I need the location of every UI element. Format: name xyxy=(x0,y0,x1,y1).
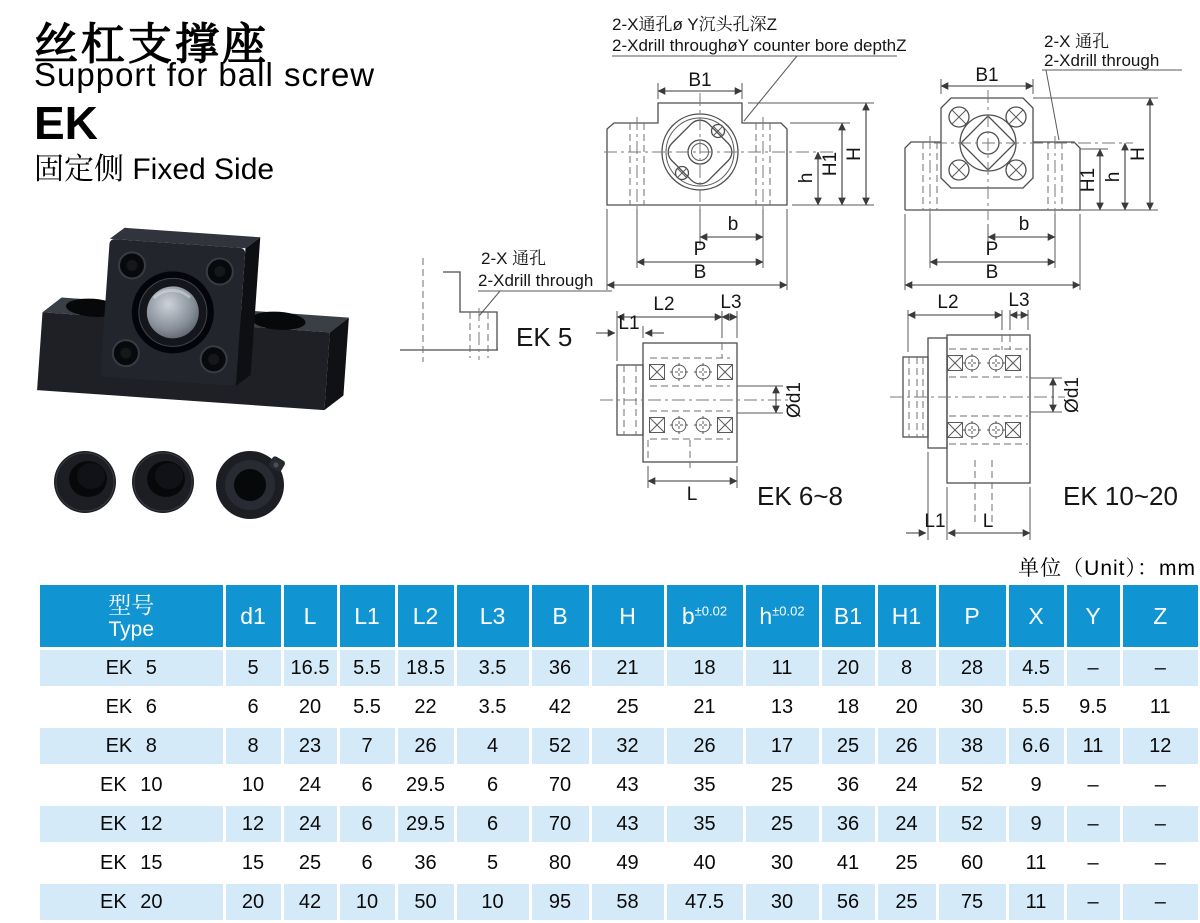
dim-label-h-front-right: h xyxy=(1103,171,1124,183)
col-header-b: $b^{\pm 0.02}$ xyxy=(665,585,744,649)
cell-value: 29.5 xyxy=(396,766,455,805)
side-view-ek5 xyxy=(400,249,612,362)
cell-value: – xyxy=(1121,766,1198,805)
cell-value: 30 xyxy=(744,883,820,922)
side-view-ek6-8 xyxy=(596,292,843,511)
col-header-l: L xyxy=(282,585,338,649)
col-header-p: P xyxy=(937,585,1007,649)
view-label-ek5: EK 5 xyxy=(516,322,573,352)
cell-value: 6 xyxy=(338,805,396,844)
cell-value: 11 xyxy=(1121,688,1198,727)
cell-value: 26 xyxy=(665,727,744,766)
cell-value: 3.5 xyxy=(455,688,530,727)
cell-type: EK 20 xyxy=(40,883,224,922)
cell-value: 35 xyxy=(665,766,744,805)
col-header-type: 型号 Type xyxy=(40,585,224,649)
cell-value: 42 xyxy=(282,883,338,922)
annotation-ek5-en: 2-Xdrill through xyxy=(478,271,594,290)
leader-through xyxy=(1042,70,1182,140)
cell-value: 95 xyxy=(530,883,590,922)
cell-value: 35 xyxy=(665,805,744,844)
cell-value: – xyxy=(1121,883,1198,922)
dim-label-h1-front-right: H1 xyxy=(1078,167,1099,193)
cell-value: 15 xyxy=(224,844,282,883)
cell-value: 10 xyxy=(455,883,530,922)
col-header-d1: d1 xyxy=(224,585,282,649)
dim-label-hh-front-right: H xyxy=(1128,147,1149,161)
table-row-ek-20 xyxy=(40,883,1198,922)
cell-value: 5.5 xyxy=(338,649,396,688)
cell-value: 24 xyxy=(282,766,338,805)
table-row-ek-8 xyxy=(40,727,1198,766)
dim-label-b-front-left: b xyxy=(727,214,739,235)
leader-counterbore xyxy=(612,56,897,121)
cell-value: 25 xyxy=(820,727,876,766)
cell-value: – xyxy=(1121,844,1198,883)
col-header-x: X xyxy=(1007,585,1065,649)
cell-value: 9.5 xyxy=(1065,688,1121,727)
cell-value: 41 xyxy=(820,844,876,883)
cell-value: – xyxy=(1121,805,1198,844)
cell-value: 13 xyxy=(744,688,820,727)
cell-value: 25 xyxy=(744,766,820,805)
cell-value: – xyxy=(1065,844,1121,883)
cell-value: 70 xyxy=(530,766,590,805)
cell-value: 52 xyxy=(530,727,590,766)
cell-value: 8 xyxy=(876,649,937,688)
cell-type: EK 5 xyxy=(40,649,224,688)
cell-value: 30 xyxy=(744,844,820,883)
dim-label-b-front-right: b xyxy=(1018,214,1030,235)
dim-label-d1-side-left: Ød1 xyxy=(784,382,805,418)
dim-label-h1-front-left: H1 xyxy=(820,151,841,177)
cell-value: 11 xyxy=(1007,883,1065,922)
dim-label-bb-front-right: B xyxy=(985,262,999,283)
cell-value: 21 xyxy=(590,649,665,688)
cell-value: 28 xyxy=(937,649,1007,688)
cell-value: 18.5 xyxy=(396,649,455,688)
table-header xyxy=(40,585,1198,649)
col-header-z: Z xyxy=(1121,585,1198,649)
cell-value: 5.5 xyxy=(1007,688,1065,727)
view-label-ek10-20: EK 10~20 xyxy=(1063,481,1178,511)
col-header-b1: B1 xyxy=(820,585,876,649)
cell-value: 5.5 xyxy=(338,688,396,727)
col-header-h1: H1 xyxy=(876,585,937,649)
col-header-l1: L1 xyxy=(338,585,396,649)
cell-value: 36 xyxy=(820,805,876,844)
cell-value: 75 xyxy=(937,883,1007,922)
page-title-cn: 丝杠支撑座 xyxy=(34,20,269,69)
cell-value: 20 xyxy=(282,688,338,727)
cell-value: 7 xyxy=(338,727,396,766)
dim-label-l-side-right: L xyxy=(982,511,994,532)
cell-value: 10 xyxy=(224,766,282,805)
dim-label-b1-front-right: B1 xyxy=(975,65,999,86)
cell-value: 52 xyxy=(937,805,1007,844)
cell-value: 16.5 xyxy=(282,649,338,688)
dim-label-hh-front-left: H xyxy=(844,147,865,161)
cell-value: 11 xyxy=(1065,727,1121,766)
annotation-through-en: 2-Xdrill through xyxy=(1044,51,1160,70)
col-header-h: H xyxy=(590,585,665,649)
cell-value: 12 xyxy=(1121,727,1198,766)
cell-value: 24 xyxy=(876,805,937,844)
cell-value: 6 xyxy=(338,766,396,805)
cell-value: 18 xyxy=(665,649,744,688)
cell-value: 11 xyxy=(744,649,820,688)
cell-type: EK 10 xyxy=(40,766,224,805)
cell-value: 4 xyxy=(455,727,530,766)
dim-label-l2-side-right: L2 xyxy=(937,292,959,313)
annotation-through-cn: 2-X 通孔 xyxy=(1044,32,1110,51)
col-header-b: B xyxy=(530,585,590,649)
col-header-h: $h^{\pm 0.02}$ xyxy=(744,585,820,649)
cell-value: 21 xyxy=(665,688,744,727)
cell-value: 9 xyxy=(1007,805,1065,844)
cell-type: EK 12 xyxy=(40,805,224,844)
cell-value: 32 xyxy=(590,727,665,766)
table-row-ek-6 xyxy=(40,688,1198,727)
cell-value: 50 xyxy=(396,883,455,922)
cell-value: 20 xyxy=(224,883,282,922)
cell-value: 20 xyxy=(820,649,876,688)
cell-value: 43 xyxy=(590,766,665,805)
cell-value: 20 xyxy=(876,688,937,727)
cell-value: 25 xyxy=(876,844,937,883)
cell-value: 22 xyxy=(396,688,455,727)
cell-value: 36 xyxy=(396,844,455,883)
header-row xyxy=(40,585,1198,649)
cell-value: 3.5 xyxy=(455,649,530,688)
cell-value: 52 xyxy=(937,766,1007,805)
cell-value: 5 xyxy=(224,649,282,688)
cell-value: 36 xyxy=(530,649,590,688)
cell-value: 60 xyxy=(937,844,1007,883)
cell-value: 18 xyxy=(820,688,876,727)
cell-value: 58 xyxy=(590,883,665,922)
cell-value: 49 xyxy=(590,844,665,883)
cell-value: 36 xyxy=(820,766,876,805)
cell-value: – xyxy=(1065,649,1121,688)
cell-value: 30 xyxy=(937,688,1007,727)
dim-label-l3-side-right: L3 xyxy=(1008,290,1030,311)
cell-type: EK 8 xyxy=(40,727,224,766)
cell-value: 11 xyxy=(1007,844,1065,883)
cell-value: 70 xyxy=(530,805,590,844)
cell-value: 80 xyxy=(530,844,590,883)
cell-value: 42 xyxy=(530,688,590,727)
cell-value: 4.5 xyxy=(1007,649,1065,688)
cell-value: 26 xyxy=(876,727,937,766)
dim-label-l1-side-left: L1 xyxy=(618,313,640,334)
cell-value: 6 xyxy=(338,844,396,883)
cell-value: – xyxy=(1121,649,1198,688)
cell-value: 5 xyxy=(455,844,530,883)
dim-label-l3-side-left: L3 xyxy=(720,292,742,313)
cell-value: 6.6 xyxy=(1007,727,1065,766)
col-header-y: Y xyxy=(1065,585,1121,649)
cell-value: 47.5 xyxy=(665,883,744,922)
annotation-counterbore-en: 2-Xdrill throughøY counter bore depthZ xyxy=(612,36,907,55)
cell-type: EK 15 xyxy=(40,844,224,883)
col-header-l3: L3 xyxy=(455,585,530,649)
cell-value: 24 xyxy=(282,805,338,844)
cell-value: 29.5 xyxy=(396,805,455,844)
table-body xyxy=(40,649,1198,922)
side-label: 固定侧 Fixed Side xyxy=(34,153,275,186)
dim-label-p-front-left: P xyxy=(693,239,707,260)
unit-note: 单位（Unit）：mm xyxy=(1018,557,1196,580)
table-row-ek-12 xyxy=(40,805,1198,844)
cell-value: 12 xyxy=(224,805,282,844)
dim-label-l1-side-right: L1 xyxy=(924,511,946,532)
cell-value: 6 xyxy=(224,688,282,727)
cell-value: 17 xyxy=(744,727,820,766)
cell-value: 25 xyxy=(590,688,665,727)
cell-value: 38 xyxy=(937,727,1007,766)
cell-value: 6 xyxy=(455,766,530,805)
annotation-ek5-cn: 2-X 通孔 xyxy=(481,249,547,268)
dim-label-bb-front-left: B xyxy=(693,262,707,283)
front-view-ek6-8 xyxy=(604,70,874,290)
cell-value: – xyxy=(1065,766,1121,805)
cell-type: EK 6 xyxy=(40,688,224,727)
cell-value: – xyxy=(1065,805,1121,844)
dimensions-table xyxy=(40,585,1198,923)
cell-value: 43 xyxy=(590,805,665,844)
cell-value: 8 xyxy=(224,727,282,766)
page-title-en: Support for ball screw xyxy=(34,56,376,93)
dim-label-b1-front-left: B1 xyxy=(688,70,712,91)
dim-label-d1-side-right: Ød1 xyxy=(1062,377,1083,413)
col-header-l2: L2 xyxy=(396,585,455,649)
product-photo xyxy=(20,215,380,545)
cell-value: 40 xyxy=(665,844,744,883)
cell-value: 56 xyxy=(820,883,876,922)
cell-value: – xyxy=(1065,883,1121,922)
cell-value: 6 xyxy=(455,805,530,844)
cell-value: 26 xyxy=(396,727,455,766)
front-view-ek10-20 xyxy=(905,65,1158,290)
cell-value: 10 xyxy=(338,883,396,922)
table-row-ek-10 xyxy=(40,766,1198,805)
cell-value: 25 xyxy=(744,805,820,844)
series-code: EK xyxy=(34,97,98,149)
cell-value: 25 xyxy=(876,883,937,922)
view-label-ek6-8: EK 6~8 xyxy=(757,481,844,511)
table-row-ek-5 xyxy=(40,649,1198,688)
dim-label-l2-side-left: L2 xyxy=(653,294,675,315)
cell-value: 24 xyxy=(876,766,937,805)
side-view-ek10-20 xyxy=(890,290,1178,540)
dim-label-l-side-left: L xyxy=(686,484,698,505)
cell-value: 25 xyxy=(282,844,338,883)
table-row-ek-15 xyxy=(40,844,1198,883)
cell-value: 23 xyxy=(282,727,338,766)
dim-label-p-front-right: P xyxy=(985,239,999,260)
dim-label-h-front-left: h xyxy=(796,172,817,184)
support-bracket-photo xyxy=(37,222,354,411)
annotation-counterbore-cn: 2-X通孔ø Y沉头孔深Z xyxy=(612,15,777,34)
spacer-rings-photo xyxy=(54,451,286,519)
cell-value: 9 xyxy=(1007,766,1065,805)
